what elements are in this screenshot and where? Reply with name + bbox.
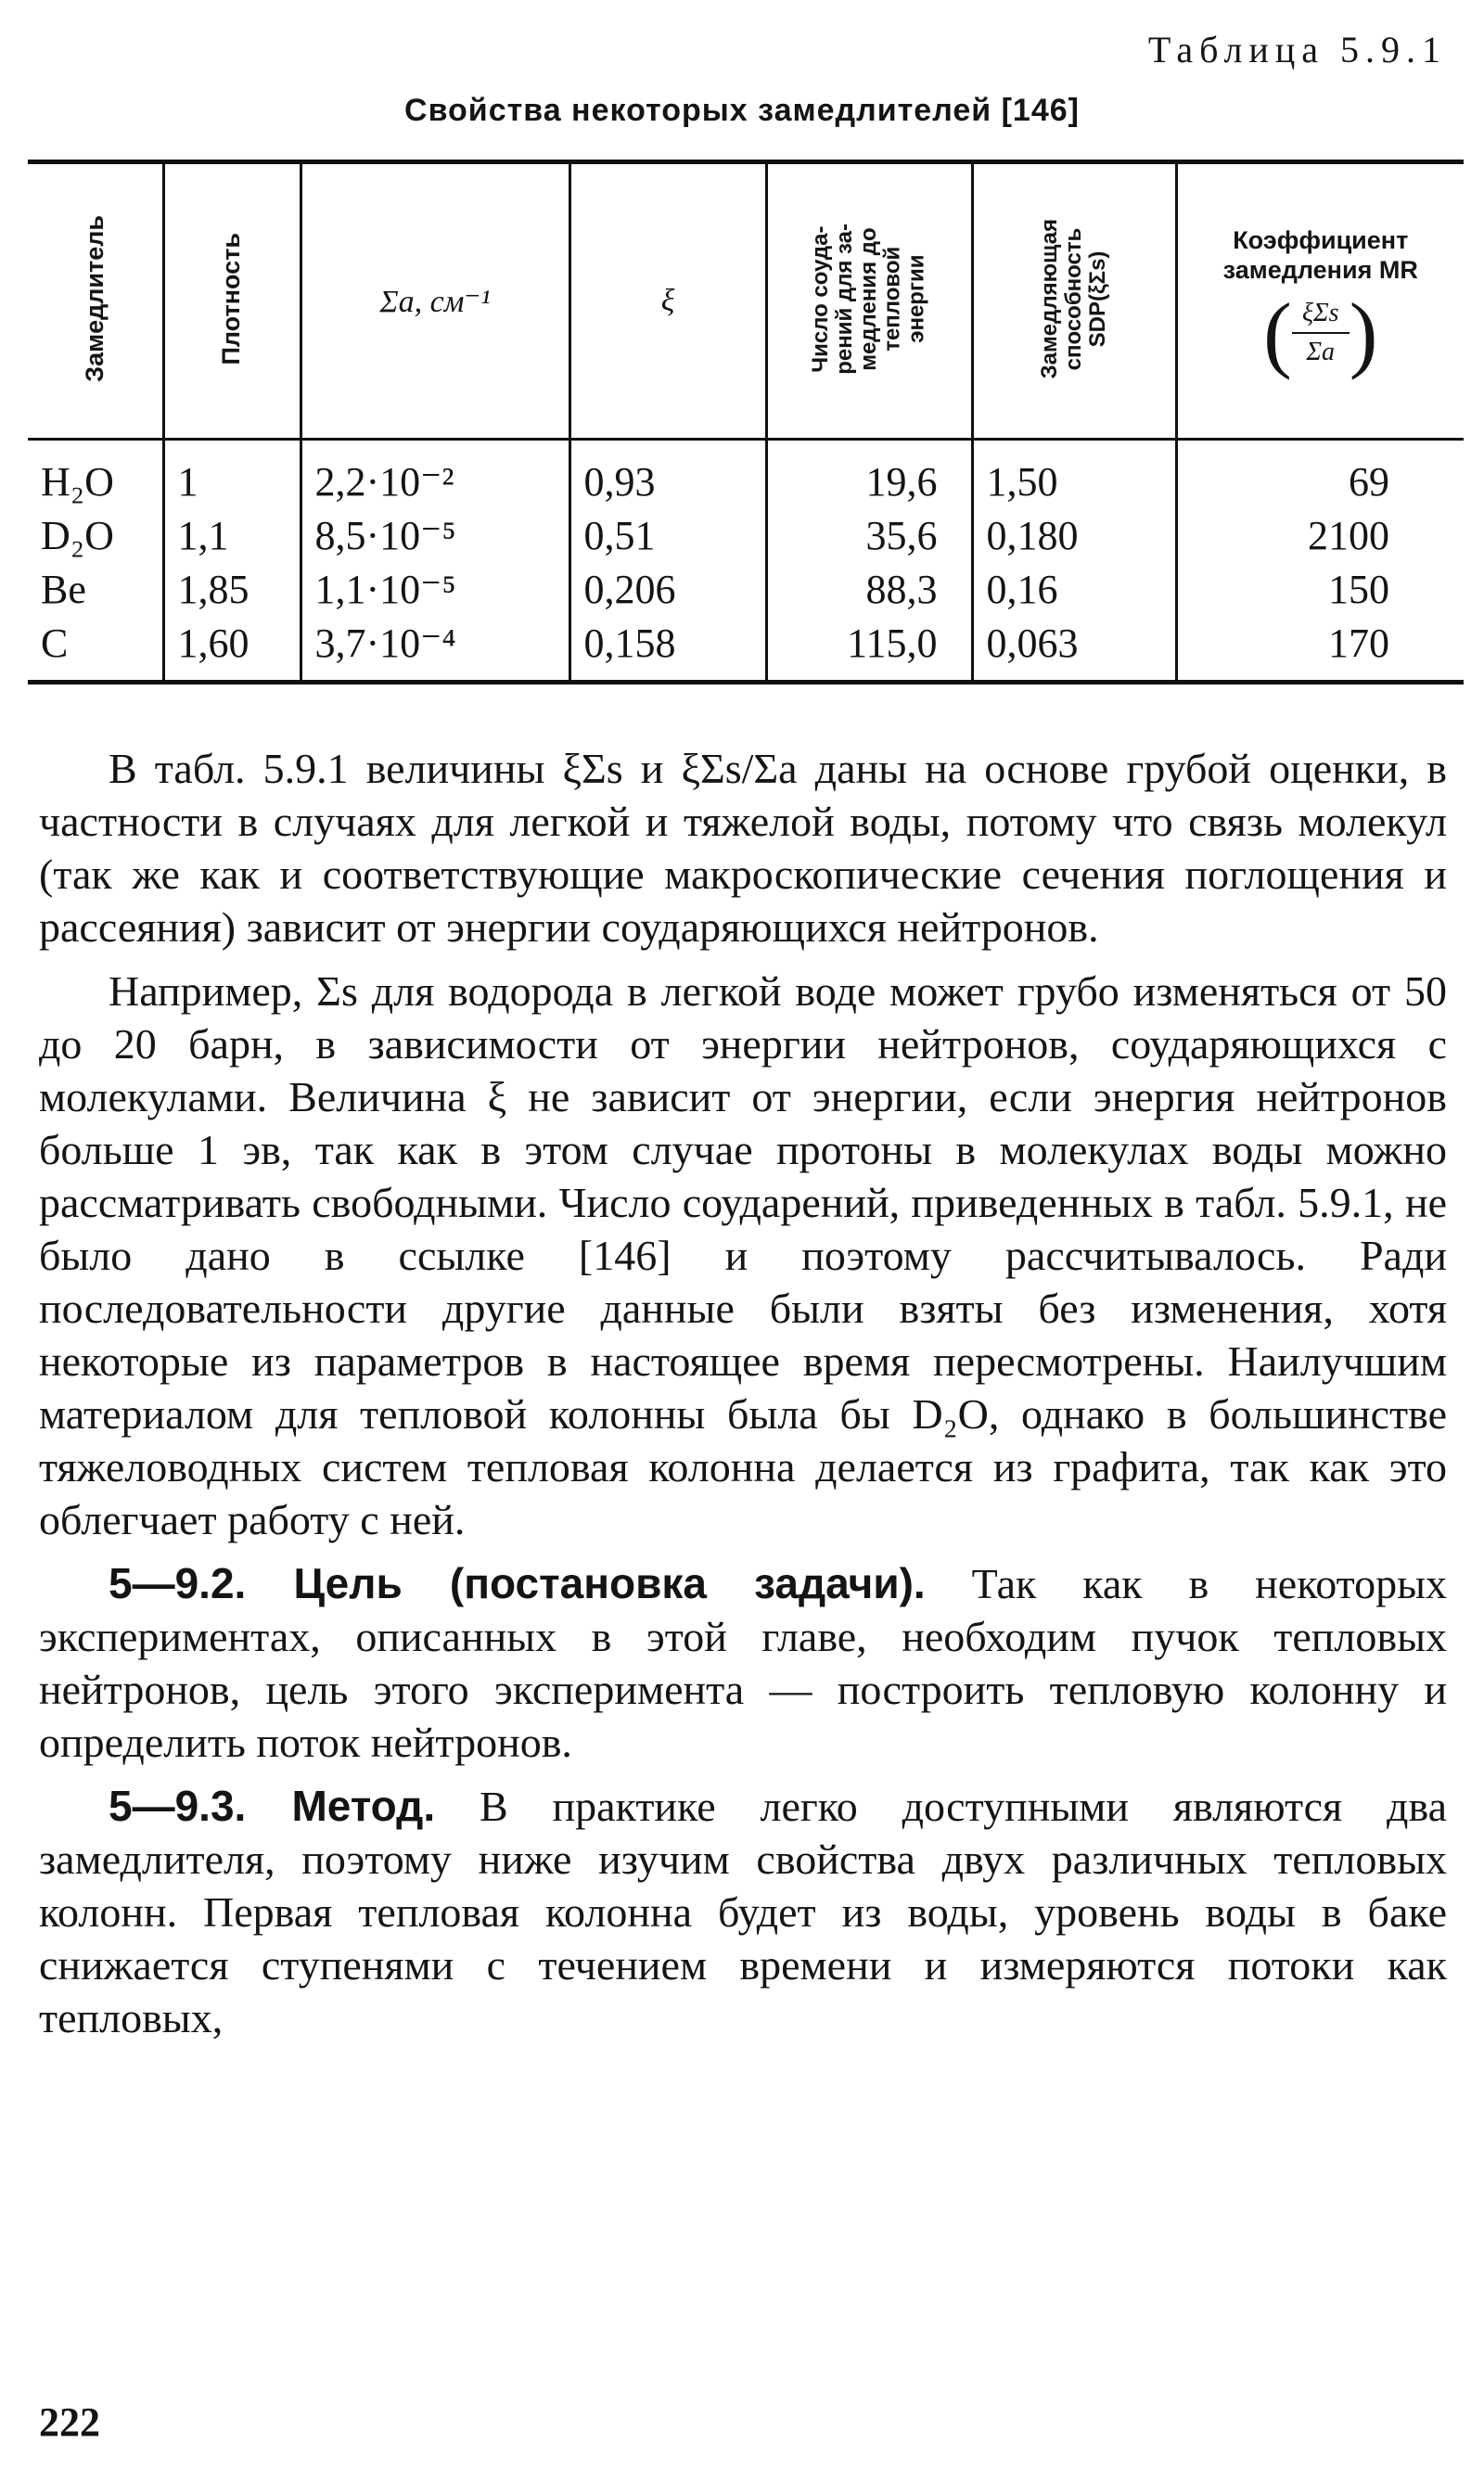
- cell-xi: 0,93: [569, 440, 766, 510]
- mr-numerator: ξΣs: [1301, 298, 1339, 327]
- cell-collisions: 88,3: [766, 563, 972, 617]
- table-label: Таблица 5.9.1: [1147, 29, 1447, 70]
- table-row: [28, 509, 1464, 563]
- header-mr: Коэффициент замедления MR ( $\frac{\text{ξΣs}}{\Sigma a}$ ): [1176, 162, 1464, 440]
- cell-moderator: Be: [28, 563, 163, 617]
- cell-sigma-a: 8,5·10⁻⁵: [301, 509, 569, 563]
- header-density: Плотность: [163, 162, 301, 440]
- cell-collisions: 115,0: [766, 617, 972, 683]
- section-paragraph: 5—9.2. Цель (постановка задачи). Так как в некоторых экспериментах, описанных в этой главе, необходим пучок тепловых нейтронов, цель этого эксперимента — построить тепловую колонну и определить поток нейтронов.: [39, 1559, 1448, 1766]
- cell-sdp: 1,50: [972, 440, 1176, 510]
- cell-density: 1: [163, 440, 301, 510]
- table-header-row: [28, 162, 1464, 440]
- cell-xi: 0,206: [569, 563, 766, 617]
- cell-sdp: 0,063: [972, 617, 1176, 683]
- cell-sdp: 0,16: [972, 563, 1176, 617]
- cell-density: 1,1: [163, 509, 301, 563]
- cell-moderator: D₂O: [28, 509, 163, 563]
- cell-xi: 0,51: [569, 509, 766, 563]
- mr-denominator: Σa: [1306, 337, 1336, 366]
- table-title: Свойства некоторых замедлителей [146]: [404, 93, 1080, 128]
- section-heading: 5—9.3. Метод.: [109, 1782, 436, 1830]
- header-moderator: Замедлитель: [28, 162, 163, 440]
- header-sdp: Замедляющая способность SDP(ξΣs): [972, 162, 1176, 440]
- body-text: [39, 742, 1447, 2044]
- cell-sigma-a: 2,2·10⁻²: [301, 440, 569, 510]
- cell-density: 1,60: [163, 617, 301, 683]
- cell-moderator: C: [28, 617, 163, 683]
- mr-fraction: ( $\frac{\text{ξΣs}}{\Sigma a}$ ): [1263, 285, 1378, 380]
- cell-xi: 0,158: [569, 617, 766, 683]
- cell-collisions: 19,6: [766, 440, 972, 510]
- cell-sdp: 0,180: [972, 509, 1176, 563]
- header-collisions: Число соуда- рений для за- медления до тепловой энергии: [766, 162, 972, 440]
- cell-moderator: H₂O: [28, 440, 163, 510]
- section-heading: 5—9.2. Цель (постановка задачи).: [109, 1559, 926, 1607]
- table-row: [28, 617, 1464, 683]
- header-sigma-a: Σa, см⁻¹: [301, 162, 569, 440]
- moderators-table: [28, 160, 1464, 684]
- section-paragraph: 5—9.3. Метод. В практике легко доступными являются два замедлителя, поэтому ниже изучим свойства двух различных тепловых колонн. Первая тепловая колонна будет из воды, уровень воды в баке снижается ступенями с течением времени и измеряются потоки как тепловых,: [39, 1782, 1447, 2041]
- paragraph: В табл. 5.9.1 величины ξΣs и ξΣs/Σa даны на основе грубой оценки, в частности в случаях для легкой и тяжелой воды, потому что связь молекул (так же как и соответствующие макроскопические сечения поглощения и рассеяния) зависит от энергии соударяющихся нейтронов.: [39, 745, 1447, 951]
- table-row: [28, 563, 1464, 617]
- cell-mr: 170: [1328, 620, 1389, 666]
- cell-collisions: 35,6: [766, 509, 972, 563]
- paragraph: Например, Σs для водорода в легкой воде может грубо изменяться от 50 до 20 барн, в зависимости от энергии нейтронов, соударяющихся с молекулами. Величина ξ не зависит от энергии, если энергия нейтронов больше 1 эв, так как в этом случае протоны в молекулах воды можно рассматривать свободными. Число соударений, приведенных в табл. 5.9.1, не было дано в ссылке [146] и поэтому рассчитывалось. Ради последовательности другие данные были взяты без изменения, хотя некоторые из параметров в настоящее время пересмотрены. Наилучшим материалом для тепловой колонны была бы D₂O, однако в большинстве тяжеловодных систем тепловая колонна делается из графита, так как это облегчает работу с ней.: [39, 967, 1447, 1543]
- cell-sigma-a: 3,7·10⁻⁴: [301, 617, 569, 683]
- cell-mr: 2100: [1308, 513, 1389, 558]
- cell-mr: 150: [1328, 567, 1389, 612]
- header-xi: ξ: [569, 162, 766, 440]
- page-number: 222: [39, 2399, 100, 2445]
- cell-density: 1,85: [163, 563, 301, 617]
- table-row: [28, 440, 1464, 510]
- cell-mr: 69: [1349, 459, 1389, 505]
- cell-sigma-a: 1,1·10⁻⁵: [301, 563, 569, 617]
